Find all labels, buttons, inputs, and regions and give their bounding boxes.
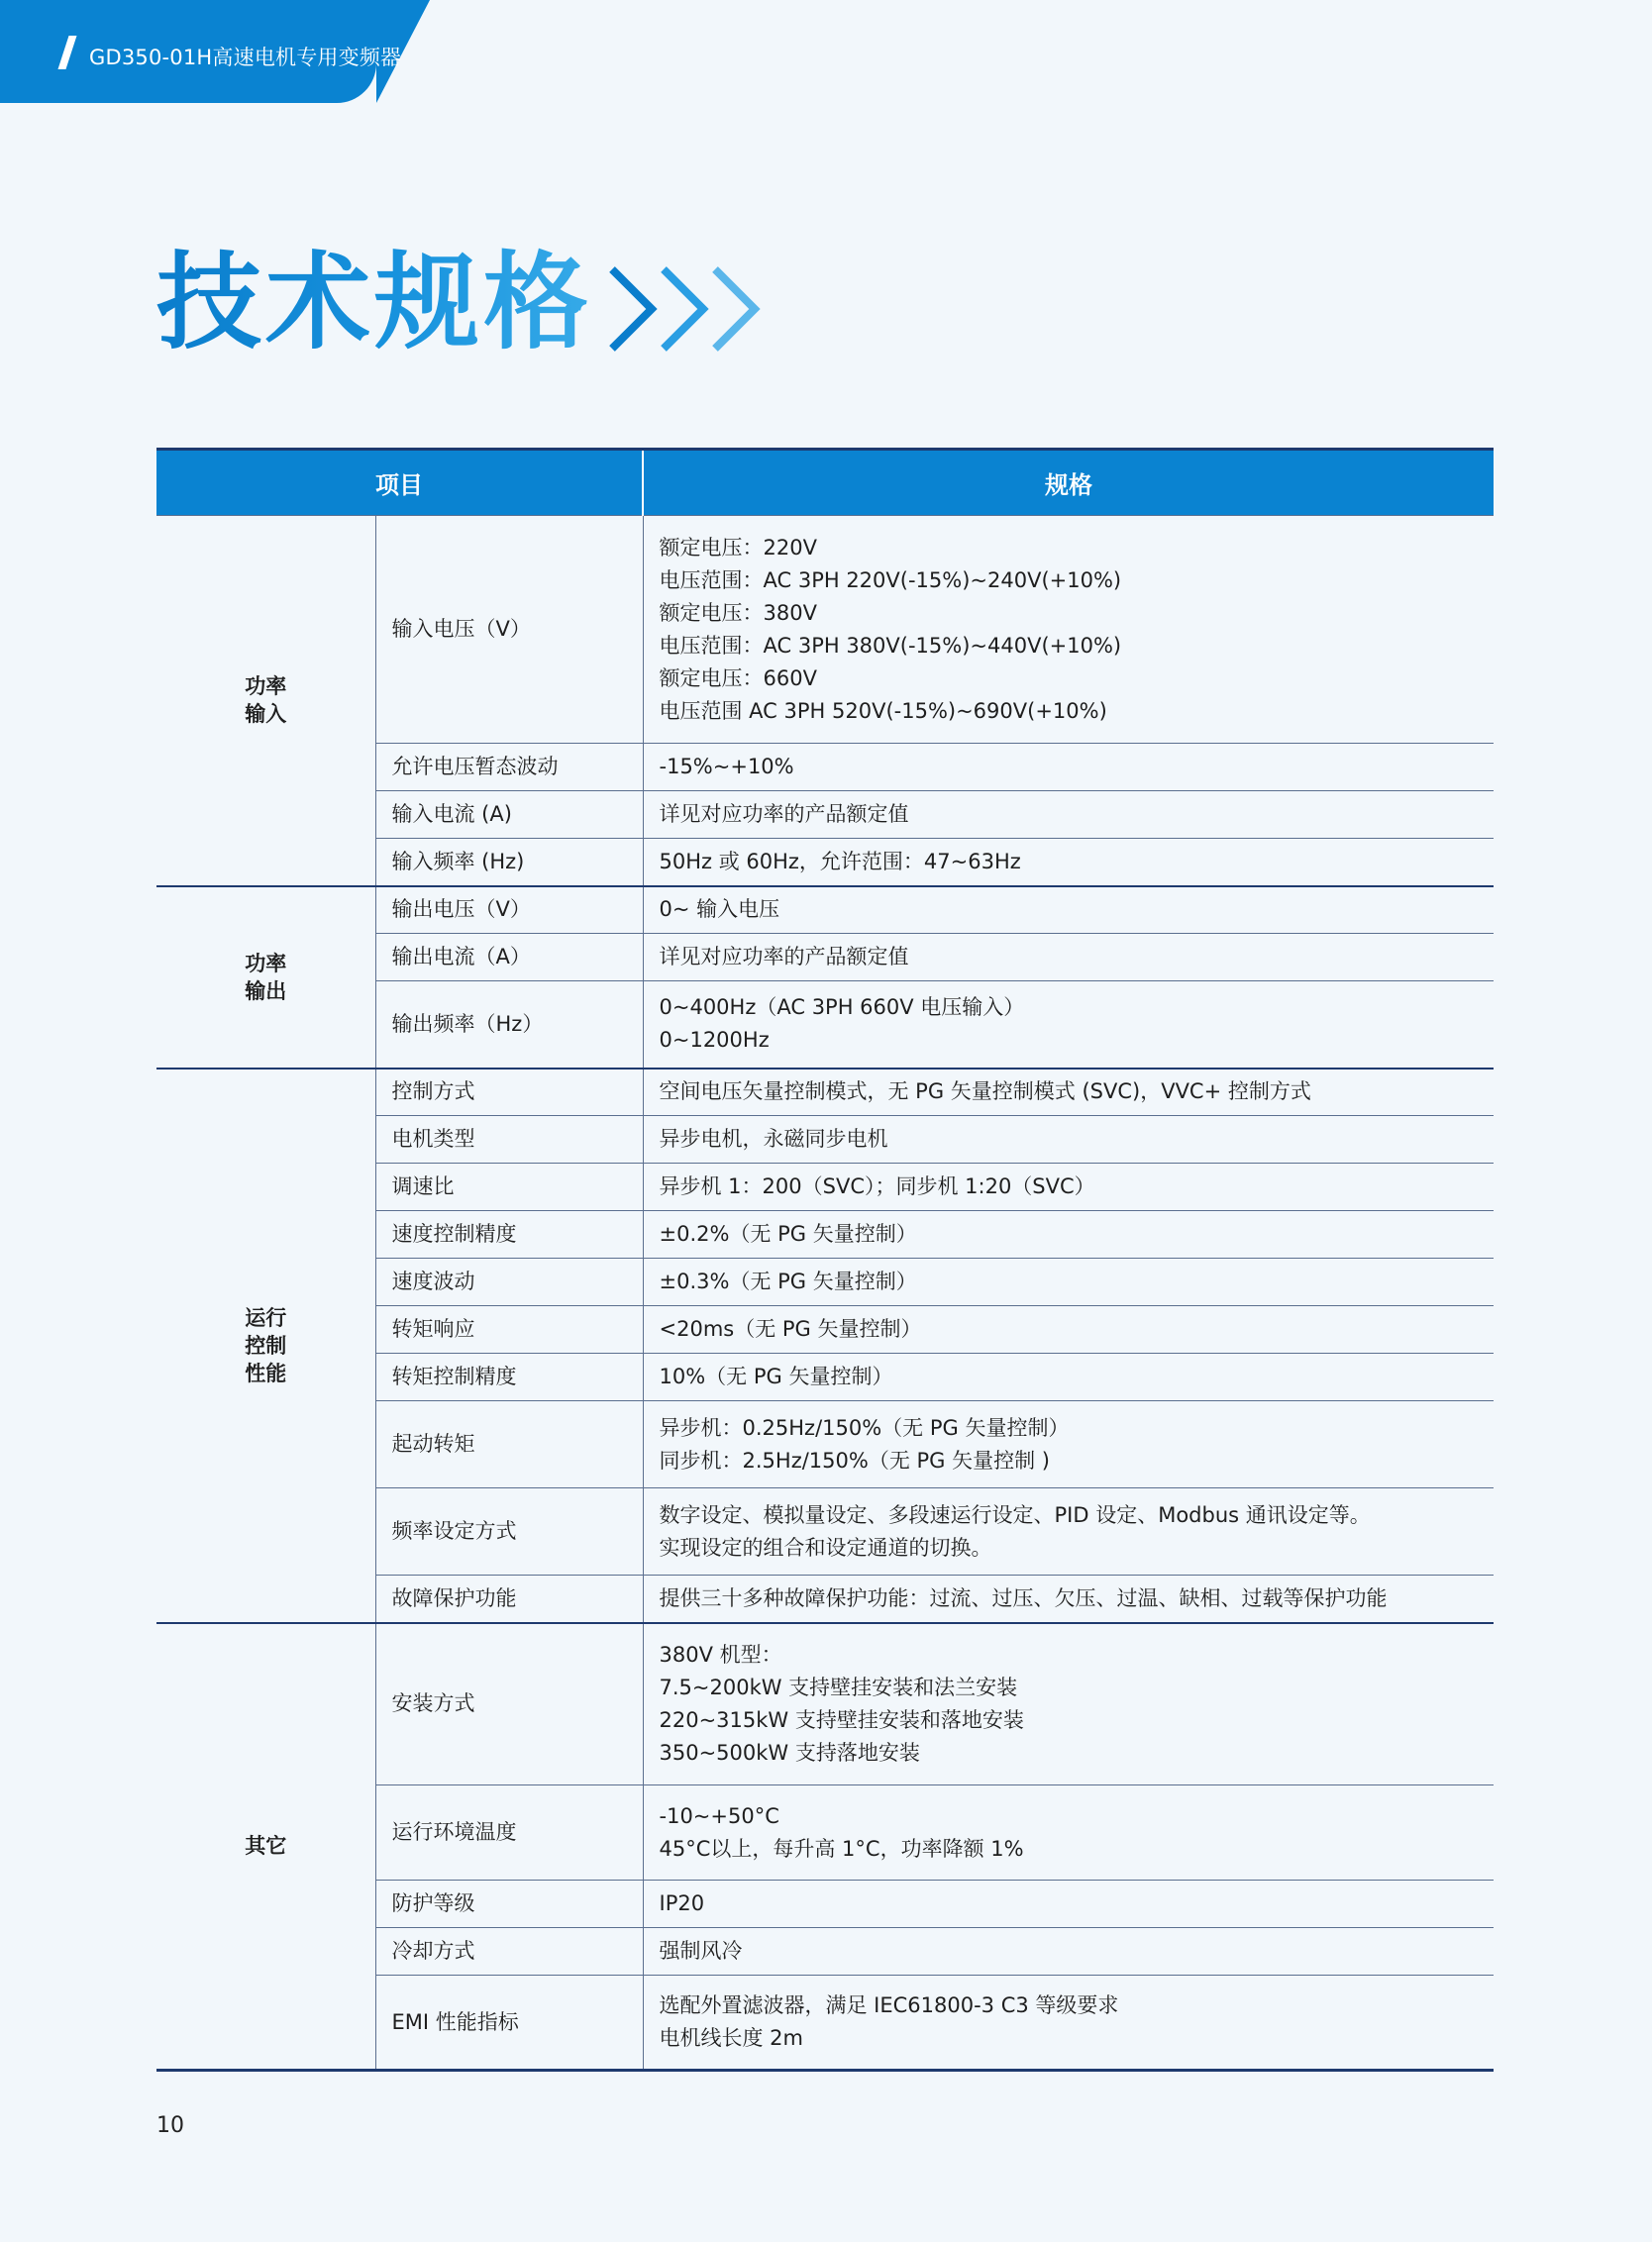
item-cell: 输入频率 (Hz): [375, 839, 643, 886]
spec-cell: 异步电机，永磁同步电机: [643, 1116, 1494, 1164]
spec-cell: 0~400Hz（AC 3PH 660V 电压输入） 0~1200Hz: [643, 981, 1494, 1069]
chevron-right-icon: [664, 269, 703, 349]
item-cell: 运行环境温度: [375, 1785, 643, 1881]
item-cell: 速度控制精度: [375, 1211, 643, 1259]
item-cell: 故障保护功能: [375, 1576, 643, 1623]
table-row: [156, 1069, 1494, 1116]
spec-cell: -15%~+10%: [643, 744, 1494, 791]
table-header-row: [156, 450, 1494, 516]
spec-cell: IP20: [643, 1881, 1494, 1928]
item-cell: 速度波动: [375, 1259, 643, 1306]
item-cell: 输出电流（A）: [375, 934, 643, 981]
chevrons-icon: [606, 259, 774, 358]
spec-cell: 数字设定、模拟量设定、多段速运行设定、PID 设定、Modbus 通讯设定等。 实现设定的组合和设定通道的切换。: [643, 1488, 1494, 1576]
spec-cell: 选配外置滤波器，满足 IEC61800-3 C3 等级要求 电机线长度 2m: [643, 1976, 1494, 2071]
item-cell: 输入电压（V）: [375, 516, 643, 744]
spec-cell: 异步机 1：200（SVC）；同步机 1:20（SVC）: [643, 1164, 1494, 1211]
spec-cell: 详见对应功率的产品额定值: [643, 791, 1494, 839]
item-cell: 安装方式: [375, 1623, 643, 1785]
column-header-spec: 规格: [643, 450, 1494, 516]
table-row: [156, 516, 1494, 744]
item-cell: 电机类型: [375, 1116, 643, 1164]
spec-cell: 0~ 输入电压: [643, 886, 1494, 934]
spec-cell: 空间电压矢量控制模式，无 PG 矢量控制模式 (SVC)，VVC+ 控制方式: [643, 1069, 1494, 1116]
spec-cell: ±0.2%（无 PG 矢量控制）: [643, 1211, 1494, 1259]
group-label-power-output: 功率 输出: [156, 886, 375, 1069]
spec-cell: 50Hz 或 60Hz，允许范围：47~63Hz: [643, 839, 1494, 886]
spec-cell: 强制风冷: [643, 1928, 1494, 1976]
spec-cell: 详见对应功率的产品额定值: [643, 934, 1494, 981]
item-cell: 调速比: [375, 1164, 643, 1211]
spec-cell: <20ms（无 PG 矢量控制）: [643, 1306, 1494, 1354]
item-cell: 输出频率（Hz）: [375, 981, 643, 1069]
group-label-power-input: 功率 输入: [156, 516, 375, 886]
table-row: [156, 1623, 1494, 1785]
group-label-run-control: 运行 控制 性能: [156, 1069, 375, 1623]
item-cell: 转矩响应: [375, 1306, 643, 1354]
table-row: [156, 886, 1494, 934]
item-cell: 防护等级: [375, 1881, 643, 1928]
chevron-right-icon: [715, 269, 755, 349]
item-cell: 起动转矩: [375, 1401, 643, 1488]
spec-cell: ±0.3%（无 PG 矢量控制）: [643, 1259, 1494, 1306]
item-cell: EMI 性能指标: [375, 1976, 643, 2071]
spec-cell: 380V 机型： 7.5~200kW 支持壁挂安装和法兰安装 220~315kW 支持壁挂安装和落地安装 350~500kW 支持落地安装: [643, 1623, 1494, 1785]
chevron-right-icon: [612, 269, 652, 349]
spec-cell: 10%（无 PG 矢量控制）: [643, 1354, 1494, 1401]
item-cell: 允许电压暂态波动: [375, 744, 643, 791]
spec-cell: 额定电压：220V 电压范围：AC 3PH 220V(-15%)~240V(+10%) 额定电压：380V 电压范围：AC 3PH 380V(-15%)~440V(+10%) 额定电压：660V 电压范围 AC 3PH 520V(-15%)~690V(+10%): [643, 516, 1494, 744]
item-cell: 频率设定方式: [375, 1488, 643, 1576]
page-number: 10: [156, 2113, 184, 2138]
document-title: GD350-01H高速电机专用变频器: [89, 46, 402, 69]
item-cell: 输出电压（V）: [375, 886, 643, 934]
spec-cell: 异步机：0.25Hz/150%（无 PG 矢量控制） 同步机：2.5Hz/150%（无 PG 矢量控制 ): [643, 1401, 1494, 1488]
column-header-item: 项目: [156, 450, 643, 516]
item-cell: 输入电流 (A): [375, 791, 643, 839]
group-label-others: 其它: [156, 1623, 375, 2071]
item-cell: 转矩控制精度: [375, 1354, 643, 1401]
item-cell: 控制方式: [375, 1069, 643, 1116]
item-cell: 冷却方式: [375, 1928, 643, 1976]
page-title: 技术规格: [156, 242, 592, 363]
spec-cell: 提供三十多种故障保护功能：过流、过压、欠压、过温、缺相、过载等保护功能: [643, 1576, 1494, 1623]
spec-cell: -10~+50°C 45°C以上，每升高 1°C，功率降额 1%: [643, 1785, 1494, 1881]
spec-table: [156, 448, 1494, 2072]
